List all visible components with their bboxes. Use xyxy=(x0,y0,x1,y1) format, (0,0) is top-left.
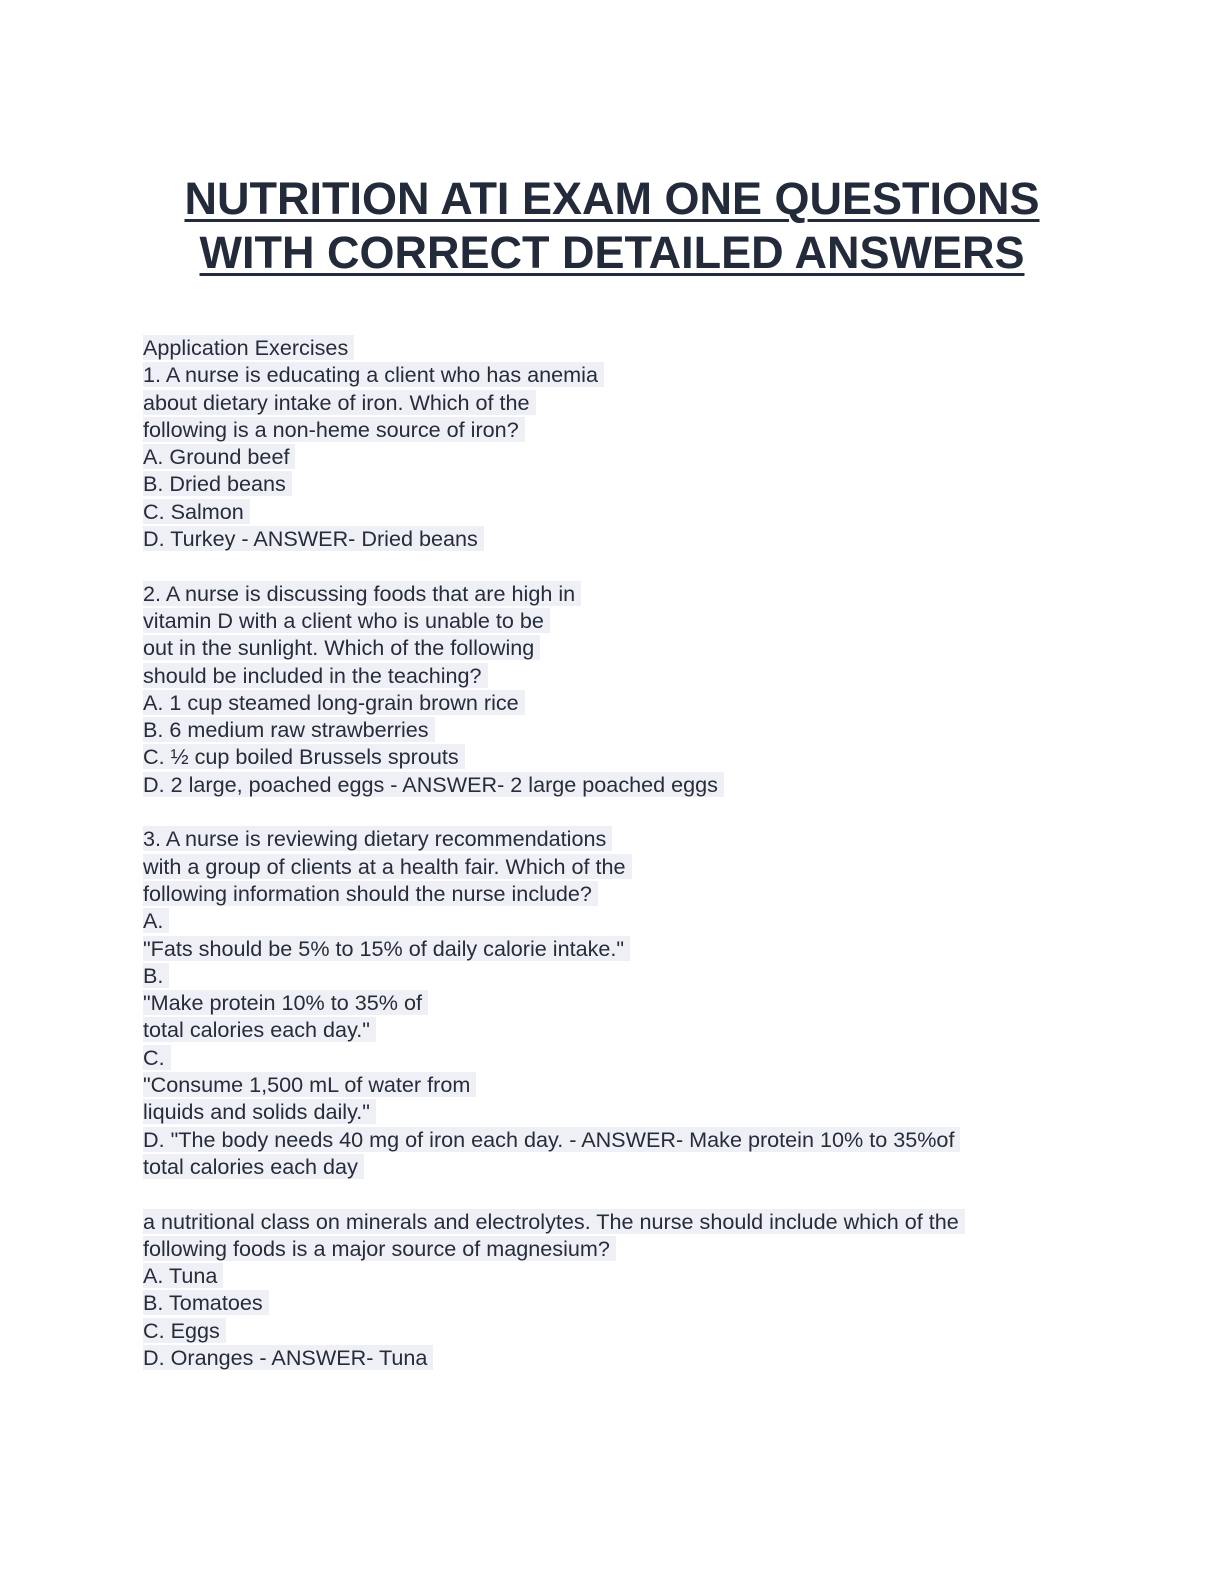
question-4 xyxy=(143,1208,1083,1372)
question-stem-line: 3. A nurse is reviewing dietary recommendations xyxy=(143,825,1083,852)
answer-option: C. Eggs xyxy=(143,1317,1083,1344)
answer-option: C. xyxy=(143,1044,1083,1071)
answer-option-with-answer: D. Turkey - ANSWER- Dried beans xyxy=(143,525,1083,552)
question-1 xyxy=(143,361,1083,552)
answer-option: C. ½ cup boiled Brussels sprouts xyxy=(143,743,1083,770)
question-3 xyxy=(143,825,1083,1180)
answer-option: "Consume 1,500 mL of water from xyxy=(143,1071,1083,1098)
question-stem-line: following information should the nurse include? xyxy=(143,880,1083,907)
question-stem-line: should be included in the teaching? xyxy=(143,662,1083,689)
answer-option: B. Dried beans xyxy=(143,470,1083,497)
answer-option: A. Tuna xyxy=(143,1262,1083,1289)
document-title xyxy=(0,172,1224,280)
answer-option-with-answer: D. Oranges - ANSWER- Tuna xyxy=(143,1344,1083,1371)
answer-option: A. Ground beef xyxy=(143,443,1083,470)
answer-option-with-answer: D. 2 large, poached eggs - ANSWER- 2 large poached eggs xyxy=(143,771,1083,798)
answer-option: B. xyxy=(143,962,1083,989)
paragraph-gap xyxy=(143,1180,1083,1207)
paragraph-gap xyxy=(143,798,1083,825)
question-stem-line: 1. A nurse is educating a client who has anemia xyxy=(143,361,1083,388)
title-line-2: WITH CORRECT DETAILED ANSWERS xyxy=(199,227,1025,278)
answer-option: "Fats should be 5% to 15% of daily calorie intake." xyxy=(143,935,1083,962)
question-stem-line: vitamin D with a client who is unable to be xyxy=(143,607,1083,634)
title-line-1: NUTRITION ATI EXAM ONE QUESTIONS xyxy=(184,173,1040,224)
answer-continuation: total calories each day xyxy=(143,1153,1083,1180)
answer-option: "Make protein 10% to 35% of xyxy=(143,989,1083,1016)
answer-option: A. 1 cup steamed long-grain brown rice xyxy=(143,689,1083,716)
answer-option: A. xyxy=(143,907,1083,934)
question-stem-line: 2. A nurse is discussing foods that are high in xyxy=(143,580,1083,607)
answer-option: total calories each day." xyxy=(143,1016,1083,1043)
question-2 xyxy=(143,580,1083,798)
question-stem-line: with a group of clients at a health fair. Which of the xyxy=(143,853,1083,880)
answer-option: B. 6 medium raw strawberries xyxy=(143,716,1083,743)
answer-option: B. Tomatoes xyxy=(143,1289,1083,1316)
question-stem-line: following is a non-heme source of iron? xyxy=(143,416,1083,443)
question-stem-line: following foods is a major source of magnesium? xyxy=(143,1235,1083,1262)
answer-option: liquids and solids daily." xyxy=(143,1098,1083,1125)
document-body xyxy=(143,334,1083,1371)
section-heading: Application Exercises xyxy=(143,334,1083,361)
paragraph-gap xyxy=(143,552,1083,579)
question-stem-line: a nutritional class on minerals and electrolytes. The nurse should include which of the xyxy=(143,1208,1083,1235)
answer-option-with-answer: D. "The body needs 40 mg of iron each day. - ANSWER- Make protein 10% to 35%of xyxy=(143,1126,1083,1153)
question-stem-line: out in the sunlight. Which of the following xyxy=(143,634,1083,661)
question-stem-line: about dietary intake of iron. Which of the xyxy=(143,389,1083,416)
answer-option: C. Salmon xyxy=(143,498,1083,525)
